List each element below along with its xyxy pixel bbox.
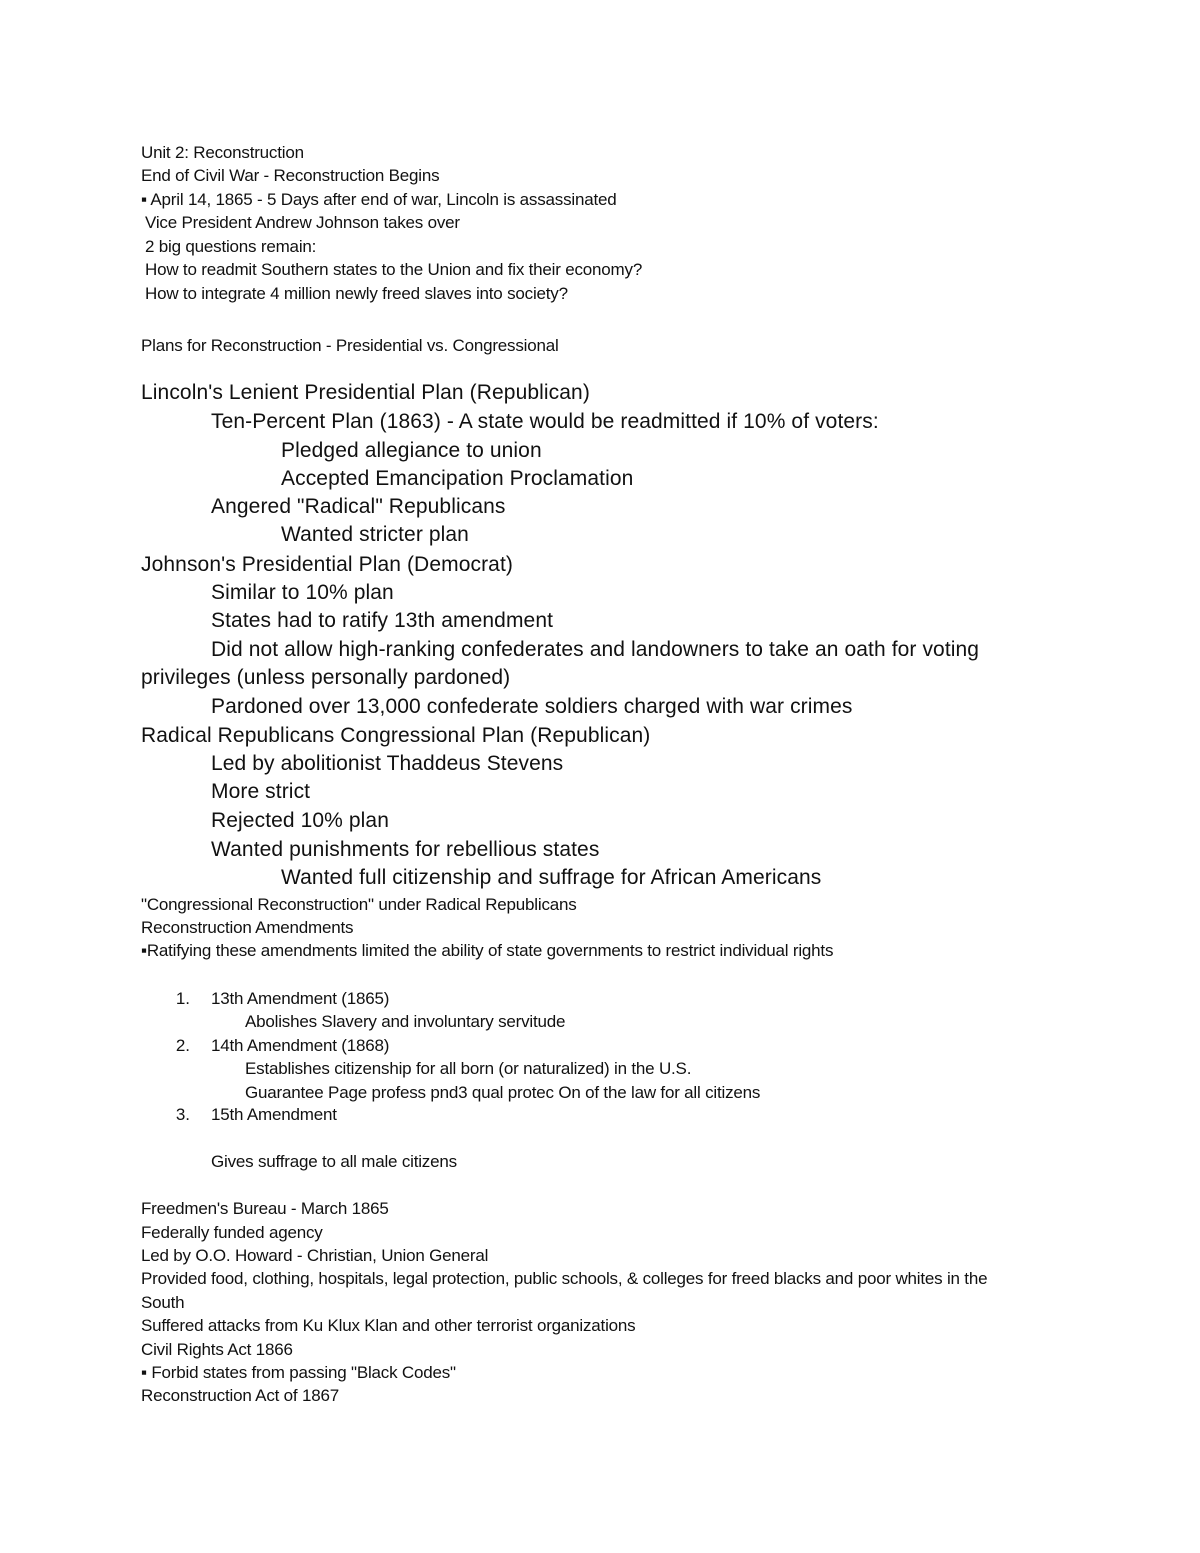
plan-item: Wanted punishments for rebellious states [211,838,600,861]
plan-item-continued: privileges (unless personally pardoned) [141,666,511,689]
freedmen-line: Led by O.O. Howard - Christian, Union General [141,1246,489,1265]
amendment-title: 14th Amendment (1868) [211,1036,390,1055]
freedmen-line: Reconstruction Act of 1867 [141,1386,339,1405]
plan-heading: Radical Republicans Congressional Plan (Republican) [141,724,651,747]
freedmen-line: Provided food, clothing, hospitals, legal protection, public schools, & colleges for freed blacks and poor whites in the [141,1269,988,1288]
intro-line: 2 big questions remain: [145,237,317,256]
freedmen-line: ▪ Forbid states from passing "Black Codes" [141,1363,456,1382]
doc-title: Unit 2: Reconstruction [141,143,304,162]
freedmen-line: South [141,1293,185,1312]
plan-item: Ten-Percent Plan (1863) - A state would be readmitted if 10% of voters: [211,410,879,433]
freedmen-line: Civil Rights Act 1866 [141,1340,293,1359]
amendment-title: 13th Amendment (1865) [211,989,390,1008]
amend-intro-line: ▪Ratifying these amendments limited the ability of state governments to restrict individual rights [141,941,834,960]
amendment-detail: Gives suffrage to all male citizens [211,1152,457,1171]
plan-heading: Lincoln's Lenient Presidential Plan (Republican) [141,381,590,404]
section-heading: Plans for Reconstruction - Presidential vs. Congressional [141,336,559,355]
amend-intro-line: "Congressional Reconstruction" under Radical Republicans [141,895,577,914]
freedmen-line: Federally funded agency [141,1223,323,1242]
intro-line: How to integrate 4 million newly freed slaves into society? [145,284,568,303]
plan-item: Led by abolitionist Thaddeus Stevens [211,752,564,775]
plan-subitem: Wanted full citizenship and suffrage for African Americans [281,866,822,889]
plan-item: Rejected 10% plan [211,809,389,832]
intro-line: Vice President Andrew Johnson takes over [145,213,460,232]
plan-subitem: Pledged allegiance to union [281,439,542,462]
freedmen-line: Suffered attacks from Ku Klux Klan and other terrorist organizations [141,1316,636,1335]
list-number: 2. [175,1036,190,1055]
plan-item: More strict [211,780,311,803]
intro-line: End of Civil War - Reconstruction Begins [141,166,440,185]
freedmen-line: Freedmen's Bureau - March 1865 [141,1199,389,1218]
list-number: 1. [175,989,190,1008]
plan-heading: Johnson's Presidential Plan (Democrat) [141,553,513,576]
plan-item: Did not allow high-ranking confederates and landowners to take an oath for voting [211,638,980,661]
intro-line: How to readmit Southern states to the Union and fix their economy? [145,260,643,279]
amendment-title: 15th Amendment [211,1105,337,1124]
plan-item: Similar to 10% plan [211,581,394,604]
plan-subitem: Accepted Emancipation Proclamation [281,467,634,490]
plan-item: Angered "Radical" Republicans [211,495,506,518]
amend-intro-line: Reconstruction Amendments [141,918,354,937]
intro-line: ▪ April 14, 1865 - 5 Days after end of war, Lincoln is assassinated [141,190,617,209]
plan-subitem: Wanted stricter plan [281,523,469,546]
amendment-detail: Abolishes Slavery and involuntary servitude [245,1012,566,1031]
plan-item: States had to ratify 13th amendment [211,609,554,632]
list-number: 3. [175,1105,190,1124]
amendment-detail: Establishes citizenship for all born (or naturalized) in the U.S. [245,1059,692,1078]
plan-item: Pardoned over 13,000 confederate soldiers charged with war crimes [211,695,853,718]
amendment-detail: Guarantee Page profess pnd3 qual protec On of the law for all citizens [245,1083,761,1102]
